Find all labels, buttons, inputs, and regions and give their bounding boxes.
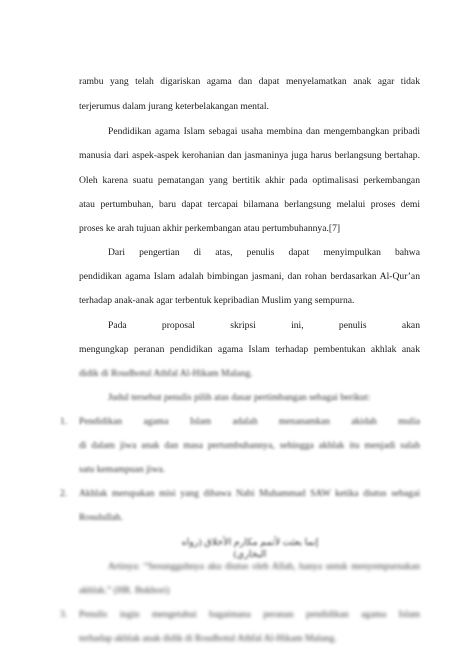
blurred-line: Pendidikan agama Islam adalah menanamkan akidah mulia: [79, 416, 420, 427]
blurred-line: satu kemampuan jiwa.: [79, 464, 166, 475]
text-line: mengungkap peranan pendidikan agama Islam terhadap pembentukan akhlak anak: [79, 344, 420, 355]
blurred-line: akhlak.” (HR. Bukhori): [79, 585, 170, 596]
paragraph-first-line: Dari pengertian di atas, penulis dapat menyimpulkan bahwa: [108, 247, 420, 258]
text-line: Oleh karena suatu pematangan yang bertitik akhir pada optimalisasi perkembangan: [79, 175, 420, 186]
text-line: terjerumus dalam jurang keterbelakangan mental.: [79, 101, 269, 112]
text-line: rambu yang telah digariskan agama dan dapat menyelamatkan anak agar tidak: [79, 76, 420, 87]
blurred-line: Penulis ingin mengetahui bagaimana peranan pendidikan agama Islam: [79, 609, 420, 620]
text-line: terhadap anak-anak agar terbentuk kepribadian Muslim yang sempurna.: [79, 295, 355, 306]
blurred-line: terhadap akhlak anak didik di Roudhotul Athfal Al-Hikam Malang.: [79, 633, 337, 644]
text-line: proses ke arah tujuan akhir perkembangan atau pertumbuhannya.[7]: [79, 223, 341, 234]
blurred-line: Artinya: “Sesungguhnya aku diutus oleh Allah, hanya untuk menyempurnakan: [108, 561, 420, 572]
text-line: atau pertumbuhan, baru dapat tercapai bilamana berlangsung melalui proses demi: [79, 199, 420, 210]
arabic-quote: إنما بعثت لأتمم مكارم الأخلاق (رواه البخاري): [181, 537, 319, 560]
text-line: pendidikan agama Islam adalah bimbingan jasmani, dan rohan berdasarkan Al-Qur’an: [79, 271, 420, 282]
blurred-line: Akhlak merupakan misi yang dibawa Nabi Muhammad SAW ketika diutus sebagai: [79, 488, 420, 499]
text-line: manusia dari aspek-aspek kerohanian dan jasmaninya juga harus berlangsung bertahap.: [79, 150, 420, 161]
list-number: 1.: [60, 416, 68, 427]
blurred-line: didik di Roudhotul Athfal Al-Hikam Malang.: [79, 368, 253, 379]
paragraph-first-line: Pada proposal skripsi ini, penulis akan: [108, 320, 420, 331]
list-number: 3.: [60, 609, 68, 620]
blurred-line: di dalam jiwa anak dan masa pertumbuhannya, sehingga akhlak itu menjadi salah: [79, 440, 420, 451]
blurred-line: Judul tersebut penulis pilih atas dasar pertimbangan sebagai berikut:: [108, 392, 371, 403]
paragraph-first-line: Pendidikan agama Islam sebagai usaha membina dan mengembangkan pribadi: [108, 126, 420, 137]
list-number: 2.: [60, 488, 68, 499]
blurred-line: Rosulullah.: [79, 512, 123, 523]
